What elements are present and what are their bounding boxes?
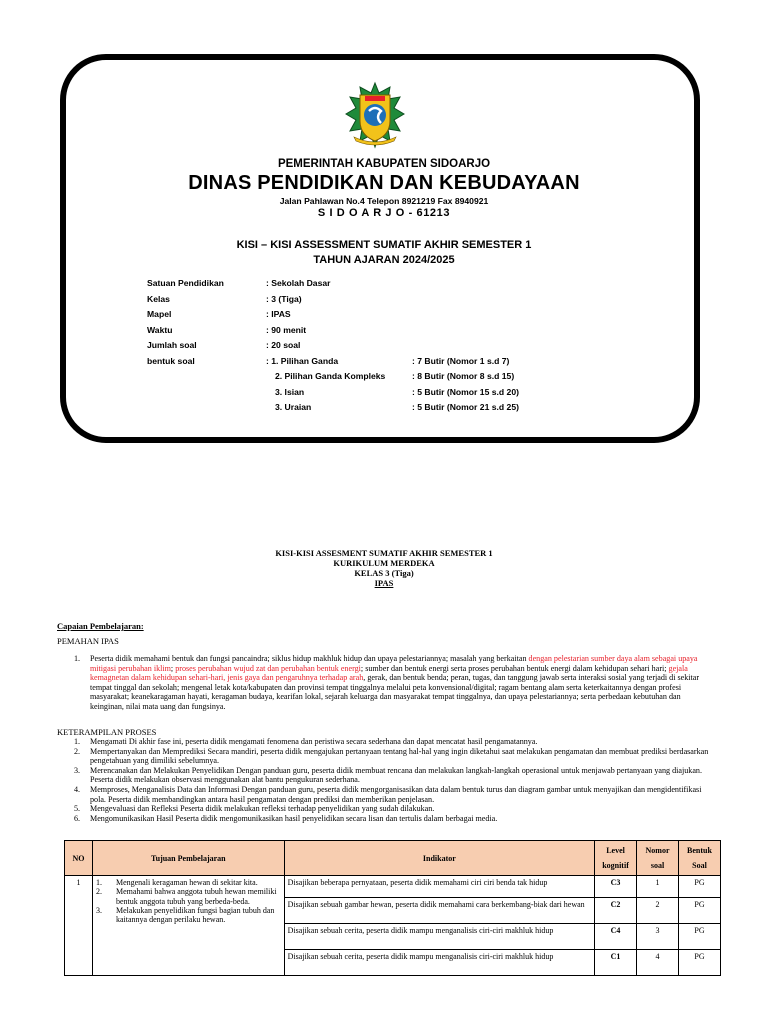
item-text: Mengenali keragaman hewan di sekitar kita. [115,878,258,887]
item-number: 2. [74,746,81,756]
doc-title-2: KURIKULUM MERDEKA [333,558,435,568]
item-number: 2. [95,887,102,897]
list-item [60,766,714,785]
keterampilan-list [60,737,714,823]
doc-title-1: KISI-KISI ASSESMENT SUMATIF AKHIR SEMESTER 1 [275,548,493,558]
bentuk-cell: PG [678,950,720,976]
doc-title-3: KELAS 3 (Tiga) [354,568,414,578]
header-nomor [637,841,679,876]
level-cell: C3 [595,876,637,898]
row-number: 1 [65,876,93,976]
pemahaman-heading: PEMAHAN IPAS [57,636,119,646]
indikator-cell: Disajikan sebuah gambar hewan, peserta didik memahami cara berkembang-biak dari hewan [284,898,594,924]
item-text: Memahami bahwa anggota tubuh hewan memiliki bentuk anggota tubuh yang berbeda-beda. [115,887,277,906]
item-number: 3. [95,905,102,915]
level-cell: C2 [595,898,637,924]
doc-title-4: IPAS [374,578,394,588]
header-bentuk-line: Soal [692,861,707,870]
bentuk-cell: PG [678,876,720,898]
list-item [60,804,714,814]
bentuk-count: : 5 Butir (Nomor 15 s.d 20) [412,386,519,397]
info-value: : 3 (Tiga) [266,293,302,304]
bentuk-cell: PG [678,924,720,950]
bentuk-name: 2. Pilihan Ganda Kompleks [275,371,386,381]
list-item [60,814,714,824]
cover-title-1: KISI – KISI ASSESSMENT SUMATIF AKHIR SEMESTER 1 [236,239,532,251]
header-no: NO [65,841,93,876]
item-text: Mempertanyakan dan Memprediksi Secara mandiri, peserta didik mengajukan pertanyaan tentang hal-hal yang ingin diketahui saat melakukan pengamatan dan membuat prediksi berdasarkan pengetahuan yang dimiliki sebelumnya. [90,746,709,766]
nomor-cell: 4 [637,950,679,976]
header-level-line: Level [606,846,625,855]
pemahaman-text-4: , gerak, dan bentuk benda; peran, tugas, dan tanggung jawab serta interaksi sosial yang terjadi di sekitar tempat tinggal dan sekolah; mengenal letak kota/kabupaten dan provinsi tempat tinggalnya melalui peta konvensional/digital; ragam bentang alam serta keterkaitannya dengan profesi masyarakat; keanekaragaman hayati, keragaman budaya, kearifan lokal, sejarah keluarga dan masyarakat tempat tinggalnya, dan upaya pelestariannya; serta perbedaan kebutuhan dan keinginan, nilai mata uang dan fungsinya. [90,673,700,711]
nomor-cell: 3 [637,924,679,950]
list-item [60,785,714,804]
info-value: : IPAS [266,309,291,319]
org-line: PEMERINTAH KABUPATEN SIDOARJO [277,158,491,170]
bentuk-count: : 8 Butir (Nomor 8 s.d 15) [412,371,515,381]
item-text: Mengamati Di akhir fase ini, peserta didik mengamati fenomena dan peristiwa secara sederhana dan dapat mencatat hasil pengamatannya. [90,737,538,746]
highlight-text-3: gejala kemagnetan dalam kehidupan sehari-hari, jenis gaya dan pengaruhnya terhadap arah [90,663,688,683]
indikator-cell: Disajikan sebuah cerita, peserta didik mampu menganalisis ciri-ciri makhluk hidup [284,924,594,950]
list-item [96,906,281,925]
item-text: Memproses, Menganalisis Data dan Informasi Dengan panduan guru, peserta didik mengorganisasikan data dalam bentuk turus dan diagram gambar untuk menyajikan dan mengidentifikasi pola. Peserta didik membandingkan antara hasil pengamatan dengan prediksi dan memberikan penjelasan. [90,784,702,804]
pemahaman-text-3: ; sumber dan bentuk energi serta proses perubahan bentuk energi dalam kehidupan sehari hari; [360,663,669,673]
table-row [65,876,721,898]
sidoarjo-emblem-icon [344,81,406,149]
item-number: 4. [74,784,81,794]
bentuk-name: 3. Uraian [275,402,312,412]
highlight-text-2: proses perubahan wujud zat dan perubahan bentuk energi [175,663,361,673]
info-label: Mapel [147,309,172,319]
bentuk-name: 3. Isian [275,386,305,397]
item-number: 1. [95,878,102,887]
item-text: Merencanakan dan Melakukan Penyelidikan Dengan panduan guru, peserta didik membuat rencana dan melakukan langkah-langkah operasional untuk menjawab pertanyaan yang diajukan. Peserta didik melakukan observasi menggunakan alat bantu pengukuran sederhana. [90,765,702,785]
info-label: Waktu [147,324,173,335]
pemahaman-text-2: ; [170,663,176,673]
list-item [60,654,710,712]
header-indikator: Indikator [284,841,594,876]
item-text: Mengomunikasikan Hasil Peserta didik mengomunikasikan hasil penyelidikan secara lisan dan tertulis dalam berbagai media. [90,813,498,823]
item-number: 3. [74,765,81,775]
bentuk-count: : 5 Butir (Nomor 21 s.d 25) [412,402,519,412]
tujuan-list [96,878,281,924]
header-level [595,841,637,876]
info-value: : 90 menit [266,324,307,335]
level-cell: C4 [595,924,637,950]
address-line: Jalan Pahlawan No.4 Telepon 8921219 Fax 8940921 [279,196,489,206]
kisi-table [64,840,721,976]
info-label: Kelas [147,293,170,304]
info-value: : Sekolah Dasar [266,278,331,288]
header-bentuk-line: Bentuk [687,846,712,855]
cover-title-2: TAHUN AJARAN 2024/2025 [313,254,455,266]
bentuk-label: bentuk soal [147,355,195,366]
list-item [60,737,714,747]
header-bentuk [678,841,720,876]
item-text: Mengevaluasi dan Refleksi Peserta didik melakukan refleksi terhadap penyelidikan yang sudah dilakukan. [90,804,435,814]
keterampilan-heading: KETERAMPILAN PROSES [57,727,157,737]
item-number: 1. [74,654,81,663]
header-tujuan: Tujuan Pembelajaran [92,841,284,876]
info-label: Jumlah soal [147,340,197,350]
highlight-text-1: dengan pelestarian sumber daya alam sebagai upaya mitigasi perubahan iklim [90,654,698,673]
bentuk-count: : 7 Butir (Nomor 1 s.d 7) [412,355,510,366]
pemahaman-text-1: Peserta didik memahami bentuk dan fungsi pancaindra; siklus hidup makhluk hidup dan upaya pelestariannya; masalah yang berkaitan [90,654,529,663]
agency-name: DINAS PENDIDIKAN DAN KEBUDAYAAN [188,172,580,194]
city-line: S I D O A R J O - 61213 [317,207,451,219]
header-level-line: kognitif [602,861,629,870]
list-item [60,747,714,766]
info-label: Satuan Pendidikan [147,278,224,288]
indikator-cell: Disajikan beberapa pernyataan, peserta didik memahami ciri ciri benda tak hidup [284,876,594,898]
list-item [96,887,281,906]
table-header-row [65,841,721,876]
header-nomor-line: Nomor [645,846,670,855]
info-value: : 20 soal [266,340,301,350]
item-number: 5. [74,804,81,814]
indikator-cell: Disajikan sebuah cerita, peserta didik mampu menganalisis ciri-ciri makhluk hidup [284,950,594,976]
item-number: 1. [74,737,81,746]
nomor-cell: 2 [637,898,679,924]
tujuan-cell [92,876,284,976]
pemahaman-list [60,654,710,712]
capaian-heading: Capaian Pembelajaran: [57,621,144,631]
bentuk-cell: PG [678,898,720,924]
list-item [96,878,281,887]
level-cell: C1 [595,950,637,976]
item-number: 6. [74,813,81,823]
nomor-cell: 1 [637,876,679,898]
item-text: Melakukan penyelidikan fungsi bagian tubuh dan kaitannya dengan perilaku hewan. [115,905,275,925]
bentuk-name: : 1. Pilihan Ganda [266,355,339,366]
header-nomor-line: soal [650,861,665,870]
